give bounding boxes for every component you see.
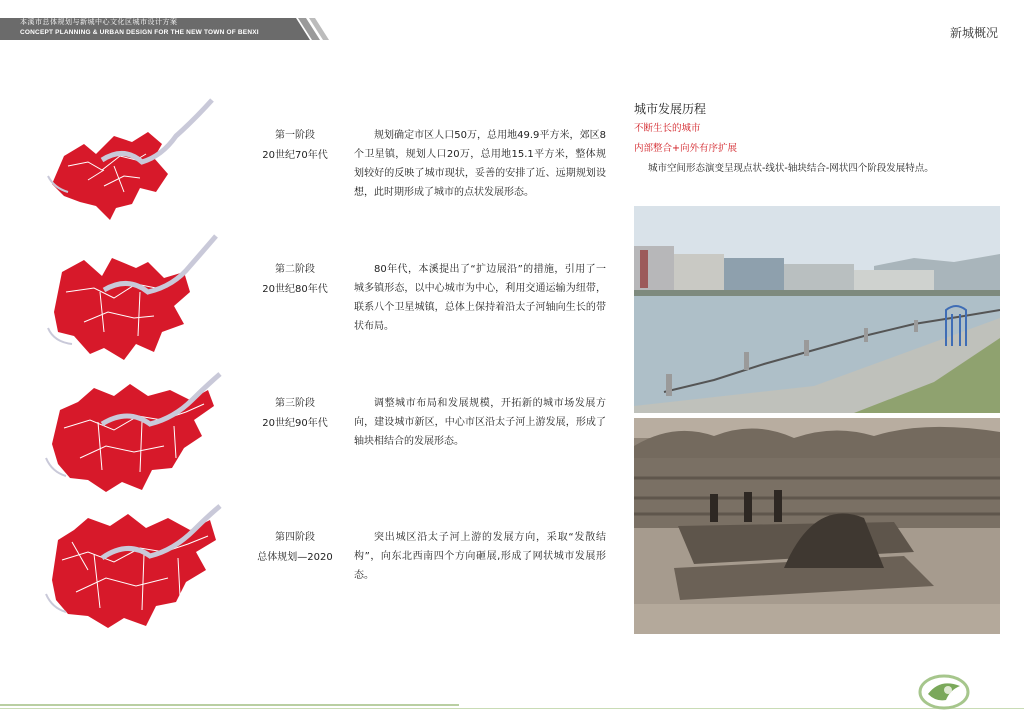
- stage-4-name: 第四阶段: [275, 532, 315, 543]
- historic-photo: [634, 418, 1000, 634]
- stage-1-map: [44, 96, 224, 226]
- stage-3-label: [250, 394, 340, 434]
- stage-1-description: 规划确定市区人口50万，总用地49.9平方米，郊区8个卫星镇，规划人口20万，总用地15.1平方米，整体规划较好的反映了城市现状，妥善的安排了近、远期规划设想，此时期形成了城市的点状发展形态。: [354, 130, 606, 198]
- project-title-en: CONCEPT PLANNING & URBAN DESIGN FOR THE NEW TOWN OF BENXI: [20, 29, 259, 36]
- history-title: 城市发展历程: [634, 102, 707, 116]
- section-title: 新城概况: [949, 26, 998, 40]
- stage-2-period: 20世纪80年代: [262, 284, 328, 295]
- footer-divider-thin: [0, 708, 1024, 709]
- company-logo: [916, 672, 972, 712]
- stage-1-period: 20世纪70年代: [262, 150, 328, 161]
- stage-4-map: [44, 500, 224, 630]
- riverside-photo: [634, 206, 1000, 413]
- stage-3-map: [44, 366, 224, 496]
- stage-3-period: 20世纪90年代: [262, 418, 328, 429]
- stage-2-map: [44, 232, 224, 362]
- stage-2-description: 80年代，本溪提出了“扩边展沿”的措施，引用了一城多镇形态，以中心城市为中心，利用交通运输为纽带，联系八个卫星城镇，总体上保持着沿太子河轴向生长的带状布局。: [354, 264, 606, 332]
- stage-3-name: 第三阶段: [275, 398, 315, 409]
- integration-subtitle: 内部整合+向外有序扩展: [634, 143, 737, 154]
- stage-4-description: 突出城区沿太子河上游的发展方向，采取“发散结构”，向东北西南四个方向砸展,形成了网状城市发展形态。: [354, 532, 606, 581]
- project-title-cn: 本溪市总体规划与新城中心文化区城市设计方案: [20, 18, 178, 26]
- stage-1-name: 第一阶段: [275, 130, 315, 141]
- stage-2-name: 第二阶段: [275, 264, 315, 275]
- stage-4-label: [250, 528, 340, 568]
- header-banner: [0, 18, 300, 40]
- stage-3-description: 调整城市布局和发展规模，开拓新的城市场发展方向，建设城市新区，中心市区沿太子河上游发展，形成了轴块相结合的发展形态。: [354, 398, 606, 447]
- stage-2-label: [250, 260, 340, 300]
- stage-4-period: 总体规划—2020: [257, 552, 333, 563]
- history-description: 城市空间形态演变呈现点状-线状-轴块结合-网状四个阶段发展特点。: [648, 163, 934, 174]
- stage-1-label: [250, 126, 340, 166]
- footer-divider: [0, 704, 459, 706]
- growing-city-subtitle: 不断生长的城市: [634, 123, 701, 134]
